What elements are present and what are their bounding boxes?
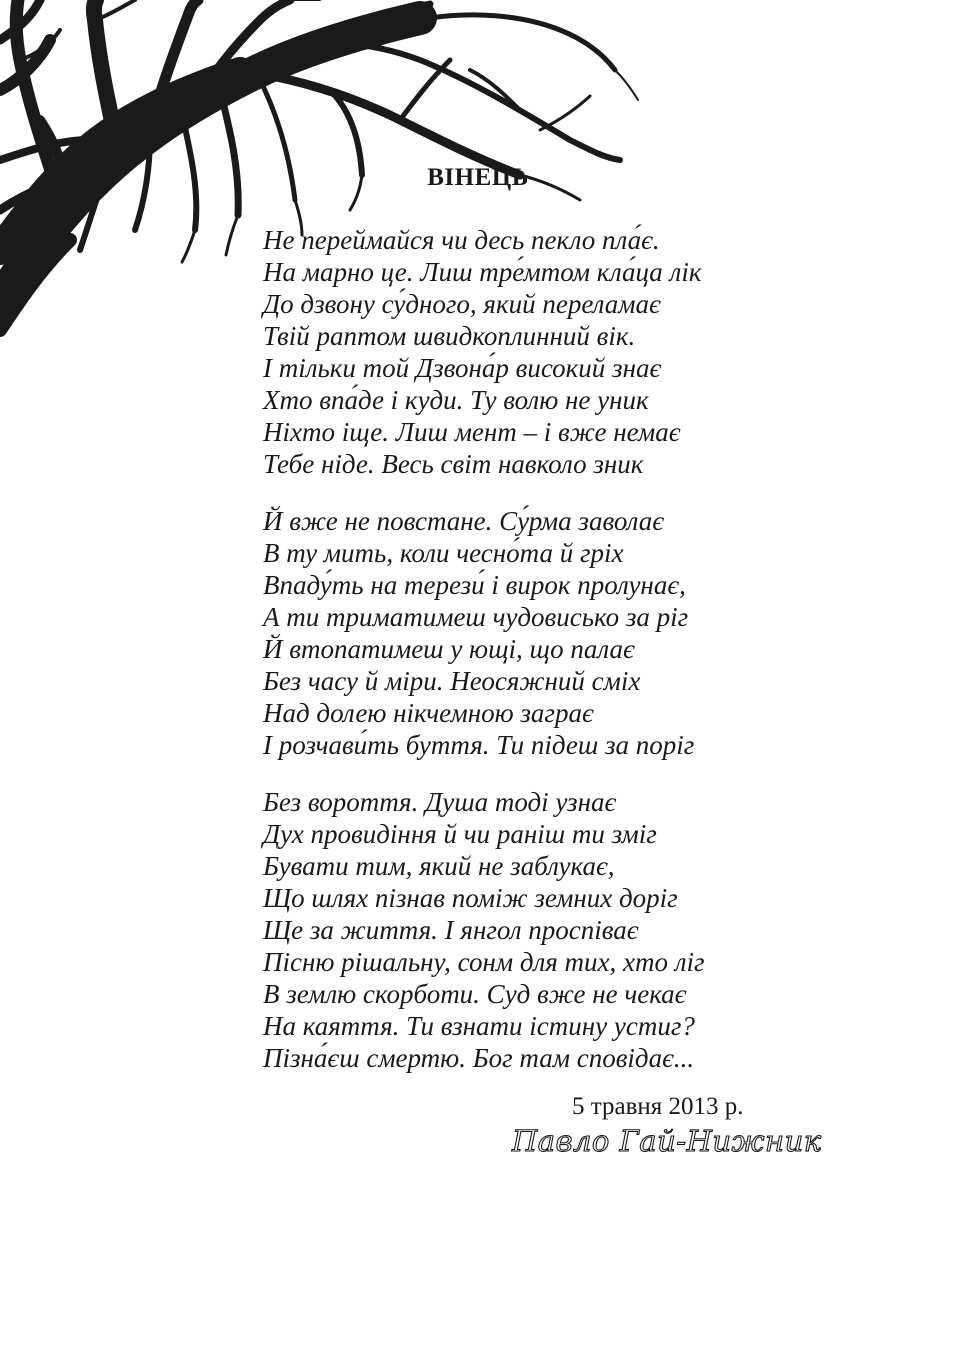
verse-line: Впаду́ть на терези́ і вирок пролунає, <box>263 570 686 600</box>
stanza-2 <box>263 505 694 761</box>
verse-line: Твій раптом швидкоплинний вік. <box>263 321 636 351</box>
verse-line: Дух провидіння й чи раніш ти зміг <box>263 819 657 849</box>
verse-line: Ще за життя. І янгол проспіває <box>263 915 639 945</box>
verse-line: В ту мить, коли чесно́та й гріх <box>263 538 624 568</box>
verse-line: Без вороття. Душа тоді узнає <box>263 787 617 817</box>
verse-line: Що шлях пізнав поміж земних доріг <box>263 883 678 913</box>
verse-line: Й вже не повстане. Су́рма заволає <box>263 506 665 536</box>
verse-line: Бувати тим, який не заблукає, <box>263 851 615 881</box>
verse-line: На каяття. Ти взнати істину устиг? <box>263 1011 695 1041</box>
poem-date: 5 травня 2013 р. <box>572 1093 744 1120</box>
verse-line: Пісню рішальну, сонм для тих, хто ліг <box>263 947 705 977</box>
author-signature: Павло Гай-Нижник <box>512 1124 822 1158</box>
verse-line: В землю скорботи. Суд вже не чекає <box>263 979 687 1009</box>
verse-line: Пізна́єш смертю. Бог там сповідає... <box>263 1043 695 1073</box>
stanza-3 <box>263 786 705 1074</box>
verse-line: Тебе ніде. Весь світ навколо зник <box>263 449 644 479</box>
verse-line: І розчави́ть буття. Ти підеш за поріг <box>263 730 695 760</box>
verse-line: І тільки той Дзвона́р високий знає <box>263 353 662 383</box>
verse-line: Й втопатимеш у ющі, що палає <box>263 634 635 664</box>
stanza-1 <box>263 224 701 480</box>
verse-line: А ти триматимеш чудовисько за ріг <box>263 602 689 632</box>
verse-line: Над долею нікчемною заграє <box>263 698 594 728</box>
verse-line: Ніхто іще. Лиш мент – і вже немає <box>263 417 681 447</box>
verse-line: Хто впа́де і куди. Ту волю не уник <box>263 385 649 415</box>
verse-line: До дзвону су́дного, який переламає <box>263 289 661 319</box>
verse-line: Не переймайся чи десь пекло пла́є. <box>263 225 660 255</box>
verse-line: Без часу й міри. Неосяжний сміх <box>263 666 641 696</box>
poem-title: ВІНЕЦЬ <box>427 164 529 191</box>
verse-line: На марно це. Лиш тре́мтом кла́ца лік <box>263 257 702 287</box>
